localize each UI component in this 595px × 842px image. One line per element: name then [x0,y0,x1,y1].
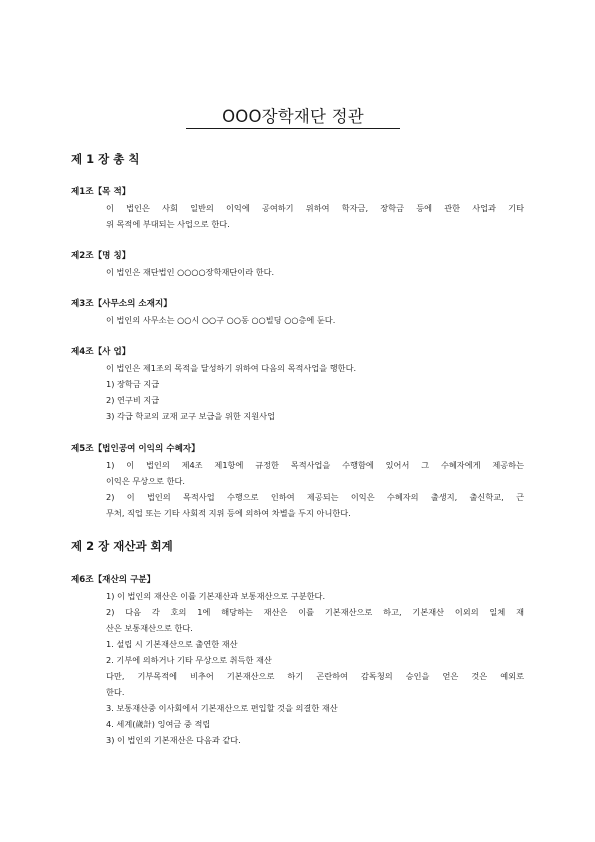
article-text-line: 1) 이 법인의 재산은 이를 기본재산과 보통재산으로 구분한다. [106,591,326,601]
article-text-line: 2. 기부에 의하거나 기타 무상으로 취득한 재산 [106,655,272,665]
article-text-line: 2) 다음 각 호의 1에 해당하는 재산은 이를 기본재산으로 하고, 기본재산 이외의 일체 재 [106,607,524,617]
article-text-line: 3) 각급 학교의 교재 교구 보급을 위한 지원사업 [106,411,275,421]
article-text-line: 이 법인은 재단법인 ○○○○장학재단이라 한다. [106,267,275,277]
chapter-heading: 제 1 장 총 칙 [71,152,140,166]
article-heading: 제6조【재산의 구분】 [71,575,156,585]
article-text-line: 다만, 기부목적에 비추어 기본재산으로 하기 곤란하여 감독청의 승인을 얻은 것은 예외로 [106,671,524,681]
article-heading: 제2조【명 칭】 [71,251,131,261]
article-text-line: 이 법인은 제1조의 목적을 달성하기 위하여 다음의 목적사업을 행한다. [106,363,357,373]
article-text-line: 3) 이 법인의 기본재산은 다음과 같다. [106,735,241,745]
article-text-line: 산은 보통재산으로 한다. [106,623,193,633]
chapter-heading: 제 2 장 재산과 회계 [71,539,173,553]
article-text-line: 위 목적에 부대되는 사업으로 한다. [106,219,230,229]
article-text-line: 4. 세계(歲計) 잉여금 중 적립 [106,719,211,729]
article-heading: 제1조【목 적】 [71,187,131,197]
title-underline [186,128,400,129]
document-title: OOO장학재단 정관 [222,107,364,126]
article-heading: 제4조【사 업】 [71,347,131,357]
article-text-line: 2) 이 법인의 목적사업 수행으로 인하여 제공되는 이익은 수혜자의 출생지, 출신학교, 근 [106,492,524,502]
article-heading: 제3조【사무소의 소재지】 [71,299,172,309]
article-text-line: 이 법인은 사회 일반의 이익에 공여하기 위하여 학자금, 장학금 등에 관한 사업과 기타 [106,203,524,213]
article-text-line: 3. 보통재산중 이사회에서 기본재산으로 편입할 것을 의결한 재산 [106,703,338,713]
article-text-line: 이 법인의 사무소는 ○○시 ○○구 ○○동 ○○빌딩 ○○층에 둔다. [106,315,336,325]
article-text-line: 1) 장학금 지급 [106,379,160,389]
article-text-line: 1. 설립 시 기본재산으로 출연한 재산 [106,639,238,649]
article-text-line: 이익은 무상으로 한다. [106,476,185,486]
article-text-line: 1) 이 법인의 제4조 제1항에 규정한 목적사업을 수행함에 있어서 그 수혜자에게 제공하는 [106,460,524,470]
article-text-line: 무처, 직업 또는 기타 사회적 지위 등에 의하여 차별을 두지 아니한다. [106,508,351,518]
article-text-line: 한다. [106,687,125,697]
article-text-line: 2) 연구비 지급 [106,395,160,405]
article-heading: 제5조【법인공여 이익의 수혜자】 [71,444,200,454]
